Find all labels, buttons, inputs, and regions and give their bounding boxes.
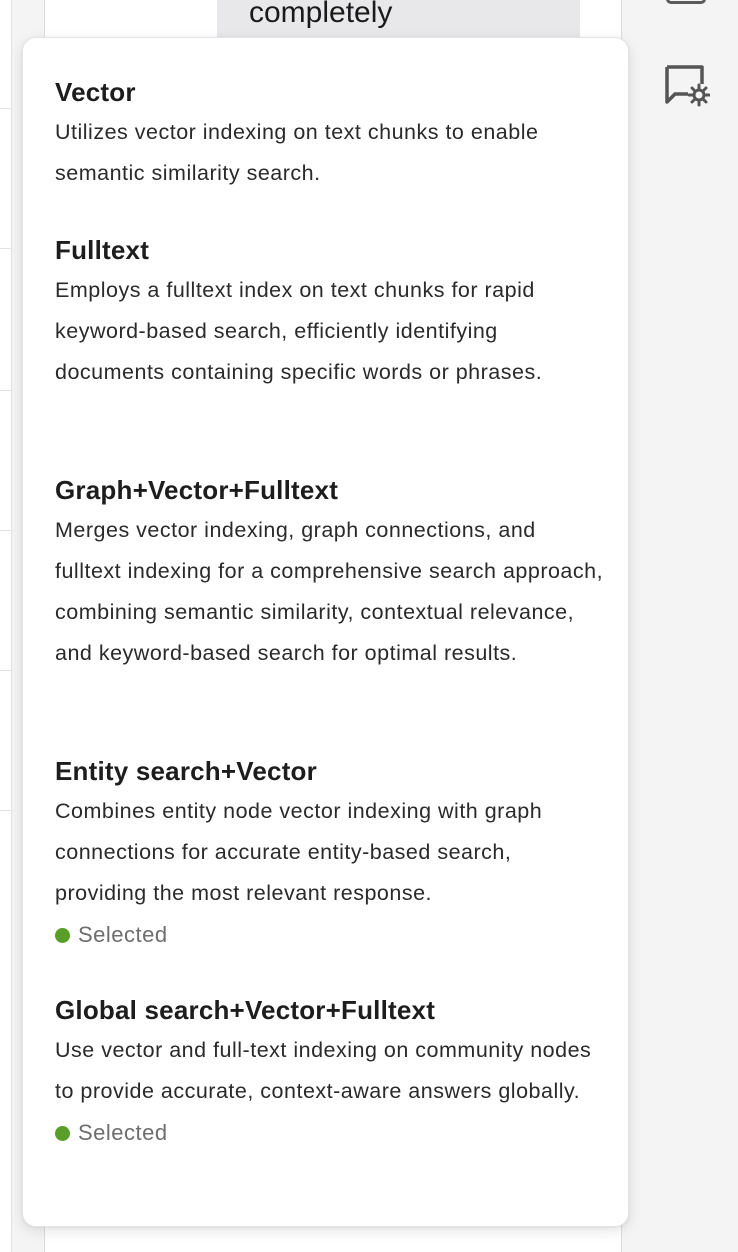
option-description: Employs a fulltext index on text chunks for rapid keyword-based search, efficiently identifying documents containing specific words or phrases. — [55, 278, 543, 384]
selected-dot-icon — [55, 1126, 70, 1141]
selected-label: Selected — [78, 922, 168, 947]
option-description: Utilizes vector indexing on text chunks to enable semantic similarity search. — [55, 120, 539, 185]
selected-label: Selected — [78, 1120, 168, 1145]
option-title: Vector — [55, 77, 136, 107]
option-description: Combines entity node vector indexing with graph connections for accurate entity-based search, providing the most relevant response. — [55, 799, 543, 905]
message-text: completely — [249, 0, 393, 29]
option-title: Global search+Vector+Fulltext — [55, 995, 436, 1025]
option-title: Graph+Vector+Fulltext — [55, 475, 339, 505]
right-rail — [622, 0, 738, 1252]
chat-settings-icon[interactable] — [662, 64, 710, 108]
option-title: Fulltext — [55, 235, 150, 265]
panel-icon[interactable] — [666, 0, 706, 4]
selected-dot-icon — [55, 928, 70, 943]
option-fulltext[interactable] — [55, 234, 605, 393]
selected-status — [55, 922, 605, 948]
option-global-search-vector-fulltext[interactable] — [55, 994, 605, 1146]
option-entity-search-vector[interactable] — [55, 755, 605, 948]
left-panel-edge — [0, 0, 12, 1252]
option-description: Merges vector indexing, graph connections, and fulltext indexing for a comprehensive search approach, combining semantic similarity, contextual relevance, and keyword-based search for optimal results. — [55, 518, 604, 665]
option-title: Entity search+Vector — [55, 756, 317, 786]
message-bubble-fragment — [217, 0, 580, 40]
selected-status — [55, 1120, 605, 1146]
retrieval-mode-popover — [22, 37, 629, 1227]
option-description: Use vector and full-text indexing on community nodes to provide accurate, context-aware answers globally. — [55, 1038, 592, 1103]
option-vector[interactable] — [55, 76, 605, 194]
option-graph-vector-fulltext[interactable] — [55, 474, 605, 674]
